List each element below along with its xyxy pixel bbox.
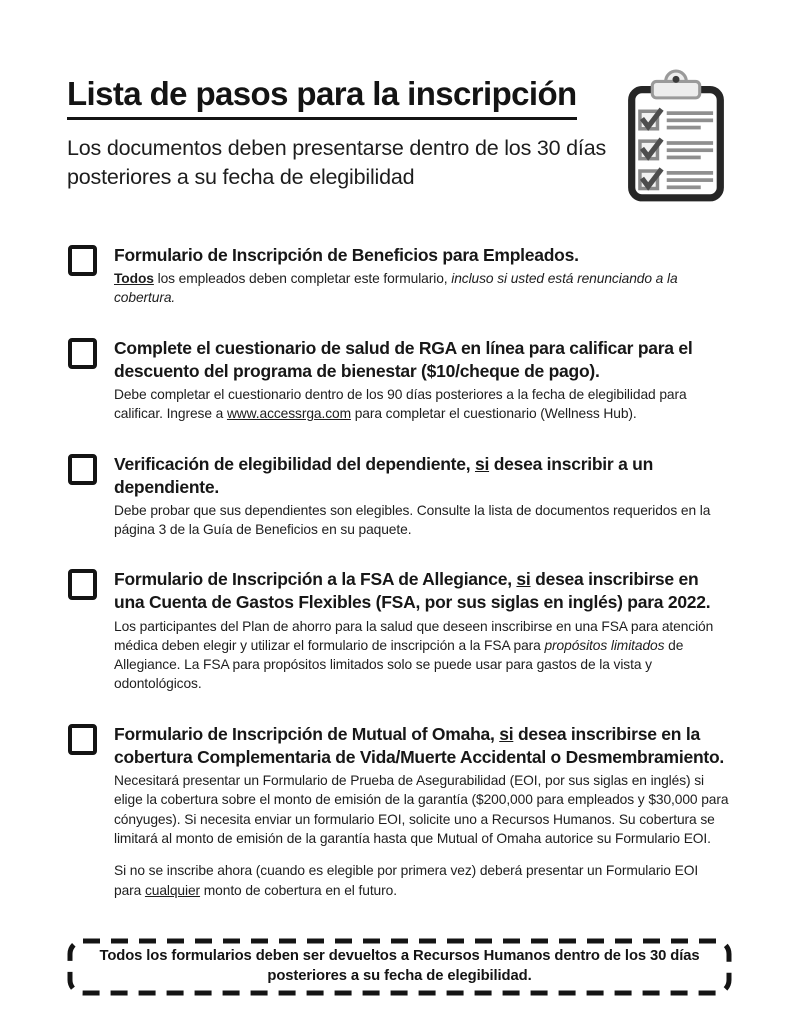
text-segment: Complete el cuestionario de salud de RGA en línea para calificar para el descuento del programa de bienestar ($10/cheque de pago). (114, 337, 693, 381)
item-paragraph (114, 617, 729, 694)
item-body (114, 771, 729, 900)
text-segment: Necesitará presentar un Formulario de Prueba de Asegurabilidad (EOI, por sus siglas en inglés) si elige la cobertura sobre el monto de emisión de la garantía ($200,000 para empleados y $30,000 para cónyuges). Si necesita enviar un formulario EOI, solicite uno a Recursos Humanos. Su cobertura se limitará al monto de emisión de la garantía hasta que Mutual of Omaha autorice su Formulario EOI. (114, 772, 729, 846)
page-title: Lista de pasos para la inscripción (67, 76, 577, 120)
checkbox-unchecked[interactable] (68, 569, 97, 600)
checklist-item (67, 244, 729, 308)
item-content (114, 568, 729, 693)
item-body (114, 617, 729, 694)
item-content (114, 453, 729, 540)
text-segment: cualquier (144, 882, 201, 898)
item-paragraph (114, 861, 729, 900)
return-notice-text: Todos los formularios deben ser devueltos a Recursos Humanos dentro de los 30 días posteriores a su fecha de elegibilidad. (99, 947, 700, 984)
checklist-item (67, 568, 729, 693)
text-segment: Si no se inscribe ahora (cuando es elegible por primera vez) deberá presentar un Formulario EOI para (114, 863, 699, 898)
item-heading (114, 723, 729, 769)
item-paragraph (114, 771, 729, 848)
text-segment: desea inscribir a un dependiente. (114, 453, 654, 497)
item-heading (114, 337, 729, 383)
text-segment: propósitos limitados (544, 637, 665, 653)
item-content (114, 723, 729, 900)
checklist-item (67, 453, 729, 540)
item-body (114, 385, 729, 424)
text-segment: desea inscribirse en una Cuenta de Gastos Flexibles (FSA, por sus siglas en inglés) para 2022. (114, 569, 711, 613)
text-segment: Formulario de Inscripción a la FSA de Allegiance, (114, 569, 517, 590)
text-segment: incluso si usted está renunciando a la cobertura. (114, 271, 678, 306)
return-notice-box (67, 938, 732, 996)
text-segment: de Allegiance. La FSA para propósitos limitados solo se puede usar para gastos de la vista y odontológicos. (114, 637, 684, 692)
text-segment: Los participantes del Plan de ahorro para la salud que deseen inscribirse en una FSA para atención médica deben elegir y utilizar el formulario de inscripción a la FSA para (114, 618, 714, 653)
text-segment: los empleados deben completar este formulario, (153, 271, 452, 287)
text-segment: Formulario de Inscripción de Mutual of Omaha, (114, 723, 500, 744)
item-paragraph (114, 269, 729, 308)
item-heading (114, 453, 729, 499)
text-segment: si (474, 453, 490, 474)
checkbox-unchecked[interactable] (68, 245, 97, 276)
item-body (114, 501, 729, 540)
text-segment: si (516, 569, 531, 590)
clipboard-checklist-icon (623, 68, 729, 204)
item-body (114, 269, 729, 308)
text-segment: Todos (114, 271, 154, 287)
checklist (67, 244, 729, 900)
checkbox-unchecked[interactable] (68, 338, 97, 369)
text-segment: Debe completar el cuestionario dentro de los 90 días posteriores a la fecha de elegibilidad para calificar. Ingrese a (114, 386, 687, 422)
item-heading (114, 244, 729, 267)
checkbox-unchecked[interactable] (68, 724, 97, 755)
item-content (114, 337, 729, 424)
item-heading (114, 568, 729, 614)
accessrga-link[interactable]: www.accessrga.com (226, 406, 351, 422)
text-segment: Verificación de elegibilidad del dependiente, (114, 453, 475, 474)
item-content (114, 244, 729, 308)
checklist-item (67, 337, 729, 424)
page-subtitle: Los documentos deben presentarse dentro de los 30 días posteriores a su fecha de elegibilidad (67, 136, 607, 189)
checkbox-unchecked[interactable] (68, 454, 97, 485)
item-paragraph (114, 385, 729, 424)
header-text (67, 76, 612, 191)
text-segment: Formulario de Inscripción de Beneficios para Empleados. (114, 245, 579, 265)
text-segment: si (499, 723, 514, 744)
checklist-item (67, 723, 729, 900)
text-segment: monto de cobertura en el futuro. (200, 882, 397, 898)
text-segment: Debe probar que sus dependientes son elegibles. Consulte la lista de documentos requeridos en la página 3 de la Guía de Beneficios en su paquete. (114, 502, 711, 538)
text-segment: desea inscribirse en la cobertura Complementaria de Vida/Muerte Accidental o Desmembramiento. (114, 723, 725, 767)
document-header (67, 76, 729, 204)
text-segment: para completar el cuestionario (Wellness Hub). (350, 406, 637, 422)
item-paragraph (114, 501, 729, 540)
